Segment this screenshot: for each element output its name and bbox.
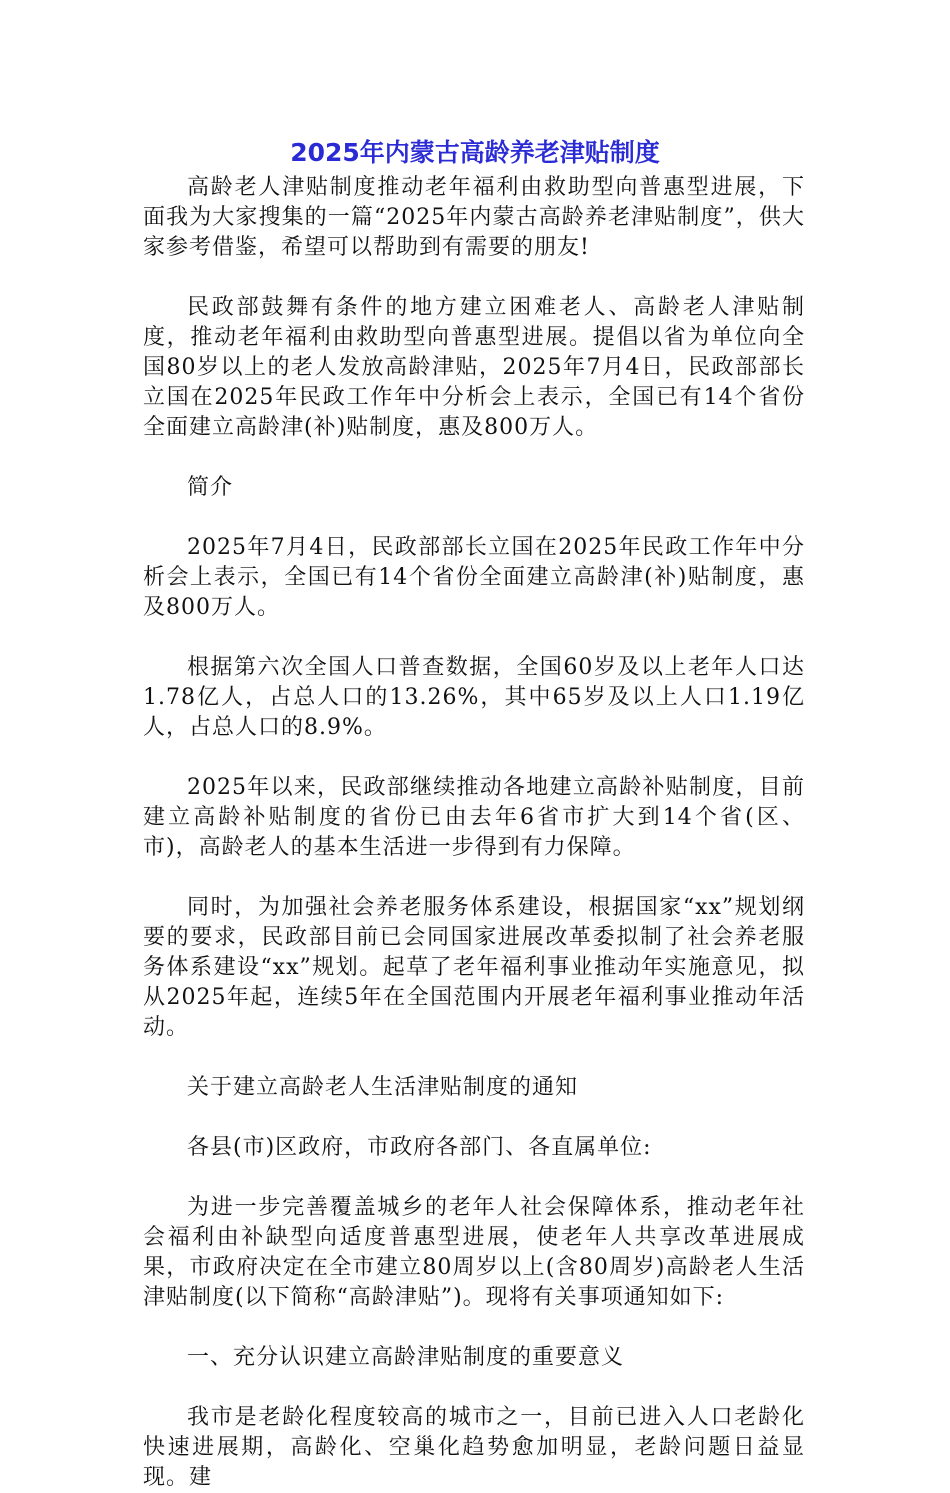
notice-addressee: 各县(市)区政府，市政府各部门、各直属单位: [187,1135,652,1160]
paragraph-policy: 民政部鼓舞有条件的地方建立困难老人、高龄老人津贴制度，推动老年福利由救助型向普惠型进展。提倡以省为单位向全国80岁以上的老人发放高龄津贴，2025年7月4日，民政部部长立国在2025年民政工作年中分析会上表示，全国已有14个省份全面建立高龄津(补)贴制度，惠及800万人。 [143,295,805,440]
paragraph-notice: 为进一步完善覆盖城乡的老年人社会保障体系，推动老年社会福利由补缺型向适度普惠型进展，使老年人共享改革进展成果，市政府决定在全市建立80周岁以上(含80周岁)高龄老人生活津贴制度(以下简称“高龄津贴”)。现将有关事项通知如下: [143,1195,805,1310]
paragraph-intro: 高龄老人津贴制度推动老年福利由救助型向普惠型进展，下面我为大家搜集的一篇“2025年内蒙古高龄养老津贴制度”，供大家参考借鉴，希望可以帮助到有需要的朋友! [143,175,805,260]
paragraph-city: 我市是老龄化程度较高的城市之一，目前已进入人口老龄化快速进展期，高龄化、空巢化趋势愈加明显，老龄问题日益显现。建 [143,1405,805,1490]
section-heading-one: 一、充分认识建立高龄津贴制度的重要意义 [187,1345,625,1370]
paragraph-planning: 同时，为加强社会养老服务体系建设，根据国家“xx”规划纲要的要求，民政部目前已会同国家进展改革委拟制了社会养老服务体系建设“xx”规划。起草了老年福利事业推动年实施意见，拟从2025年起，连续5年在全国范围内开展老年福利事业推动年活动。 [143,895,805,1040]
paragraph-date: 2025年7月4日，民政部部长立国在2025年民政工作年中分析会上表示，全国已有14个省份全面建立高龄津(补)贴制度，惠及800万人。 [143,535,805,620]
section-heading-intro: 简介 [187,475,234,500]
paragraph-census: 根据第六次全国人口普查数据，全国60岁及以上老年人口达1.78亿人，占总人口的13.26%，其中65岁及以上人口1.19亿人，占总人口的8.9%。 [143,655,805,740]
paragraph-progress: 2025年以来，民政部继续推动各地建立高龄补贴制度，目前建立高龄补贴制度的省份已由去年6省市扩大到14个省(区、市)，高龄老人的基本生活进一步得到有力保障。 [143,775,805,860]
document-title: 2025年内蒙古高龄养老津贴制度 [290,138,660,167]
notice-heading: 关于建立高龄老人生活津贴制度的通知 [187,1075,579,1100]
document-body [143,173,805,1493]
